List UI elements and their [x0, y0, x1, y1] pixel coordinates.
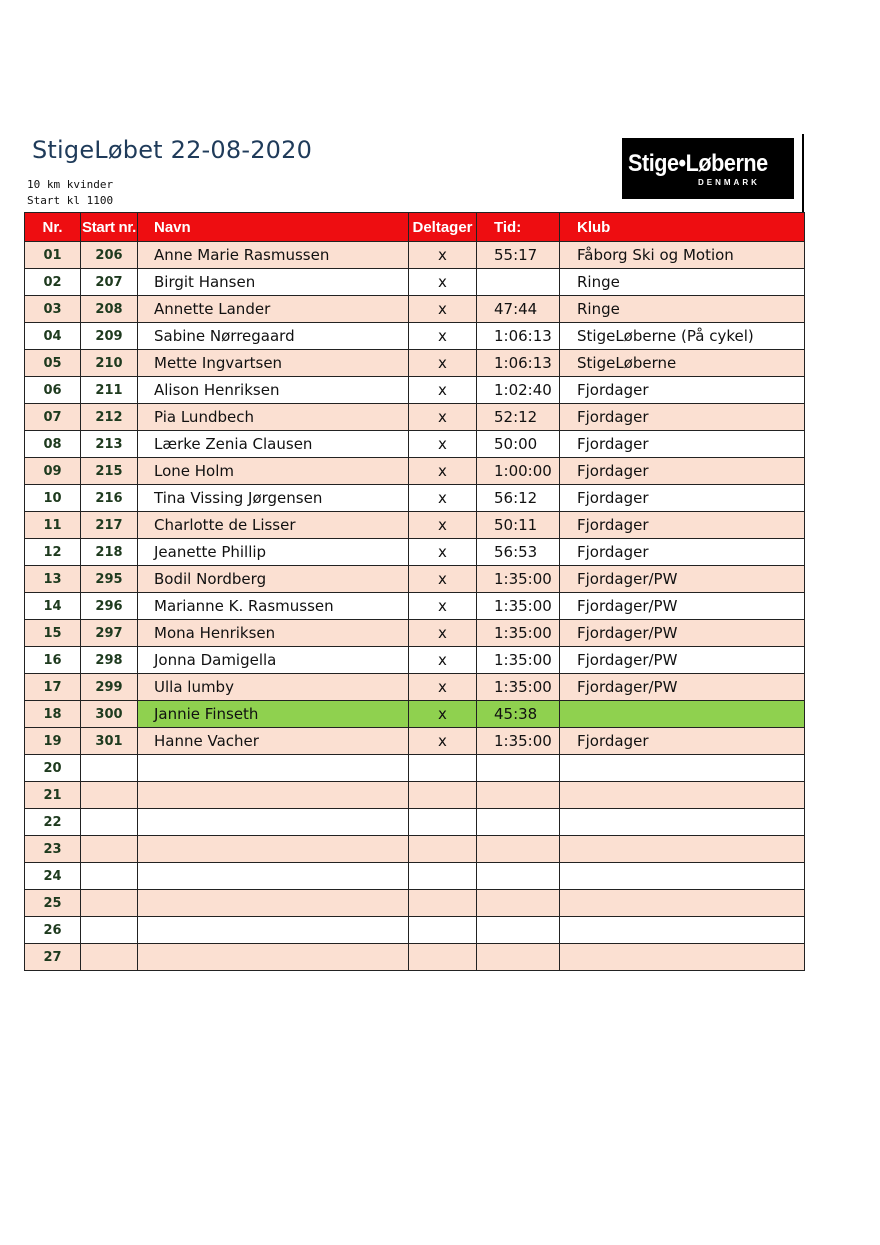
cell-nr: 15: [25, 620, 81, 647]
cell-nr: 18: [25, 701, 81, 728]
cell-nr: 13: [25, 566, 81, 593]
cell-name: Mona Henriksen: [138, 620, 409, 647]
cell-name: [138, 917, 409, 944]
cell-start-nr: 206: [81, 242, 138, 269]
cell-nr: 21: [25, 782, 81, 809]
cell-name: [138, 890, 409, 917]
cell-deltager: x: [409, 404, 477, 431]
cell-club: [560, 809, 805, 836]
cell-time: 55:17: [477, 242, 560, 269]
cell-name: Bodil Nordberg: [138, 566, 409, 593]
cell-name: Annette Lander: [138, 296, 409, 323]
cell-deltager: x: [409, 296, 477, 323]
column-header-nr: Nr.: [25, 213, 81, 242]
cell-nr: 27: [25, 944, 81, 971]
table-row: [25, 404, 805, 431]
cell-start-nr: 210: [81, 350, 138, 377]
cell-nr: 05: [25, 350, 81, 377]
table-row: [25, 296, 805, 323]
cell-deltager: [409, 836, 477, 863]
cell-name: Jannie Finseth: [138, 701, 409, 728]
column-header-tid: Tid:: [477, 213, 560, 242]
cell-club: [560, 782, 805, 809]
cell-nr: 19: [25, 728, 81, 755]
cell-start-nr: 218: [81, 539, 138, 566]
column-header-start: Start nr.: [81, 213, 138, 242]
cell-name: [138, 782, 409, 809]
cell-nr: 09: [25, 458, 81, 485]
cell-nr: 20: [25, 755, 81, 782]
cell-nr: 26: [25, 917, 81, 944]
cell-start-nr: 217: [81, 512, 138, 539]
cell-start-nr: 211: [81, 377, 138, 404]
table-row: [25, 485, 805, 512]
cell-start-nr: 295: [81, 566, 138, 593]
cell-deltager: x: [409, 512, 477, 539]
table-row: [25, 917, 805, 944]
cell-start-nr: [81, 836, 138, 863]
cell-name: Lærke Zenia Clausen: [138, 431, 409, 458]
cell-time: [477, 782, 560, 809]
cell-start-nr: [81, 809, 138, 836]
cell-deltager: x: [409, 323, 477, 350]
cell-nr: 16: [25, 647, 81, 674]
column-header-deltager: Deltager: [409, 213, 477, 242]
cell-time: 56:12: [477, 485, 560, 512]
results-table: [24, 212, 805, 971]
cell-name: Alison Henriksen: [138, 377, 409, 404]
cell-name: [138, 836, 409, 863]
cell-name: Pia Lundbech: [138, 404, 409, 431]
cell-nr: 11: [25, 512, 81, 539]
cell-deltager: [409, 863, 477, 890]
cell-time: [477, 836, 560, 863]
cell-time: 47:44: [477, 296, 560, 323]
cell-deltager: [409, 782, 477, 809]
table-row: [25, 863, 805, 890]
cell-deltager: x: [409, 485, 477, 512]
cell-club: Fjordager: [560, 728, 805, 755]
table-row: [25, 755, 805, 782]
cell-name: Birgit Hansen: [138, 269, 409, 296]
cell-club: [560, 755, 805, 782]
cell-name: [138, 809, 409, 836]
cell-nr: 14: [25, 593, 81, 620]
table-row: [25, 377, 805, 404]
page-title: StigeLøbet 22-08-2020: [32, 136, 313, 164]
cell-time: 1:35:00: [477, 566, 560, 593]
cell-name: Ulla lumby: [138, 674, 409, 701]
cell-start-nr: 212: [81, 404, 138, 431]
cell-deltager: [409, 755, 477, 782]
cell-name: Hanne Vacher: [138, 728, 409, 755]
table-row: [25, 944, 805, 971]
logo-subtitle: DENMARK: [698, 178, 760, 187]
cell-start-nr: [81, 755, 138, 782]
table-row: [25, 836, 805, 863]
cell-time: [477, 917, 560, 944]
cell-time: 1:06:13: [477, 350, 560, 377]
cell-nr: 07: [25, 404, 81, 431]
cell-deltager: x: [409, 647, 477, 674]
cell-nr: 10: [25, 485, 81, 512]
cell-time: 45:38: [477, 701, 560, 728]
cell-start-nr: 300: [81, 701, 138, 728]
cell-deltager: x: [409, 620, 477, 647]
table-row: [25, 323, 805, 350]
cell-club: StigeLøberne: [560, 350, 805, 377]
cell-start-nr: 213: [81, 431, 138, 458]
cell-nr: 23: [25, 836, 81, 863]
cell-name: [138, 863, 409, 890]
race-category: 10 km kvinder: [27, 178, 114, 191]
cell-start-nr: 216: [81, 485, 138, 512]
cell-deltager: [409, 917, 477, 944]
cell-deltager: x: [409, 377, 477, 404]
cell-club: Fjordager/PW: [560, 566, 805, 593]
cell-start-nr: [81, 917, 138, 944]
cell-deltager: x: [409, 458, 477, 485]
cell-start-nr: [81, 890, 138, 917]
cell-name: Charlotte de Lisser: [138, 512, 409, 539]
cell-name: Marianne K. Rasmussen: [138, 593, 409, 620]
cell-club: [560, 836, 805, 863]
cell-nr: 12: [25, 539, 81, 566]
cell-name: [138, 755, 409, 782]
cell-club: Fjordager: [560, 512, 805, 539]
cell-club: Fjordager/PW: [560, 593, 805, 620]
cell-name: Mette Ingvartsen: [138, 350, 409, 377]
cell-deltager: x: [409, 701, 477, 728]
cell-time: 50:00: [477, 431, 560, 458]
table-row: [25, 539, 805, 566]
cell-name: [138, 944, 409, 971]
table-row: [25, 593, 805, 620]
cell-club: Fåborg Ski og Motion: [560, 242, 805, 269]
cell-deltager: x: [409, 566, 477, 593]
cell-time: [477, 944, 560, 971]
cell-time: [477, 809, 560, 836]
cell-deltager: x: [409, 350, 477, 377]
cell-club: Fjordager: [560, 485, 805, 512]
cell-time: 1:35:00: [477, 674, 560, 701]
cell-time: 1:02:40: [477, 377, 560, 404]
cell-nr: 22: [25, 809, 81, 836]
cell-club: Fjordager/PW: [560, 674, 805, 701]
cell-time: 1:00:00: [477, 458, 560, 485]
cell-time: 1:35:00: [477, 728, 560, 755]
table-row: [25, 242, 805, 269]
table-row: [25, 566, 805, 593]
cell-club: Fjordager: [560, 539, 805, 566]
cell-time: 50:11: [477, 512, 560, 539]
cell-time: 1:35:00: [477, 593, 560, 620]
cell-start-nr: 296: [81, 593, 138, 620]
cell-time: [477, 890, 560, 917]
cell-nr: 24: [25, 863, 81, 890]
cell-start-nr: 207: [81, 269, 138, 296]
table-row: [25, 728, 805, 755]
table-row: [25, 269, 805, 296]
cell-club: Ringe: [560, 296, 805, 323]
cell-nr: 03: [25, 296, 81, 323]
table-row: [25, 458, 805, 485]
cell-club: [560, 944, 805, 971]
cell-nr: 17: [25, 674, 81, 701]
cell-start-nr: 208: [81, 296, 138, 323]
cell-deltager: [409, 944, 477, 971]
cell-club: [560, 890, 805, 917]
logo-wordmark: Stige•Løberne: [628, 150, 768, 177]
cell-deltager: x: [409, 431, 477, 458]
cell-name: Jeanette Phillip: [138, 539, 409, 566]
stigeloberne-logo: [622, 138, 794, 199]
start-time: Start kl 1100: [27, 194, 114, 207]
cell-club: Fjordager: [560, 431, 805, 458]
cell-club: Fjordager/PW: [560, 620, 805, 647]
cell-club: [560, 701, 805, 728]
cell-deltager: x: [409, 242, 477, 269]
table-row: [25, 512, 805, 539]
table-row: [25, 782, 805, 809]
cell-name: Sabine Nørregaard: [138, 323, 409, 350]
cell-time: 1:35:00: [477, 620, 560, 647]
cell-start-nr: [81, 944, 138, 971]
cell-nr: 02: [25, 269, 81, 296]
cell-nr: 06: [25, 377, 81, 404]
cell-name: Jonna Damigella: [138, 647, 409, 674]
cell-nr: 08: [25, 431, 81, 458]
cell-deltager: x: [409, 728, 477, 755]
cell-club: [560, 917, 805, 944]
cell-nr: 04: [25, 323, 81, 350]
cell-name: Tina Vissing Jørgensen: [138, 485, 409, 512]
cell-time: 1:06:13: [477, 323, 560, 350]
cell-club: [560, 863, 805, 890]
column-header-klub: Klub: [560, 213, 805, 242]
cell-time: [477, 269, 560, 296]
cell-start-nr: [81, 863, 138, 890]
cell-start-nr: [81, 782, 138, 809]
cell-start-nr: 299: [81, 674, 138, 701]
table-row: [25, 647, 805, 674]
cell-nr: 25: [25, 890, 81, 917]
cell-club: Ringe: [560, 269, 805, 296]
cell-time: 1:35:00: [477, 647, 560, 674]
cell-start-nr: 297: [81, 620, 138, 647]
cell-start-nr: 301: [81, 728, 138, 755]
cell-deltager: x: [409, 593, 477, 620]
table-row: [25, 350, 805, 377]
cell-deltager: x: [409, 269, 477, 296]
cell-start-nr: 209: [81, 323, 138, 350]
cell-name: Lone Holm: [138, 458, 409, 485]
cell-club: StigeLøberne (På cykel): [560, 323, 805, 350]
cell-deltager: x: [409, 539, 477, 566]
table-header-row: [25, 213, 805, 242]
cell-time: 56:53: [477, 539, 560, 566]
cell-time: [477, 755, 560, 782]
cell-club: Fjordager: [560, 404, 805, 431]
cell-time: 52:12: [477, 404, 560, 431]
cell-deltager: [409, 809, 477, 836]
table-row: [25, 431, 805, 458]
cell-start-nr: 298: [81, 647, 138, 674]
cell-name: Anne Marie Rasmussen: [138, 242, 409, 269]
cell-club: Fjordager: [560, 377, 805, 404]
cell-time: [477, 863, 560, 890]
column-header-navn: Navn: [138, 213, 409, 242]
cell-club: Fjordager/PW: [560, 647, 805, 674]
cell-deltager: x: [409, 674, 477, 701]
cell-nr: 01: [25, 242, 81, 269]
cell-start-nr: 215: [81, 458, 138, 485]
divider-line: [802, 134, 804, 212]
table-row: [25, 674, 805, 701]
table-row: [25, 701, 805, 728]
table-row: [25, 809, 805, 836]
table-row: [25, 620, 805, 647]
table-row: [25, 890, 805, 917]
cell-deltager: [409, 890, 477, 917]
cell-club: Fjordager: [560, 458, 805, 485]
